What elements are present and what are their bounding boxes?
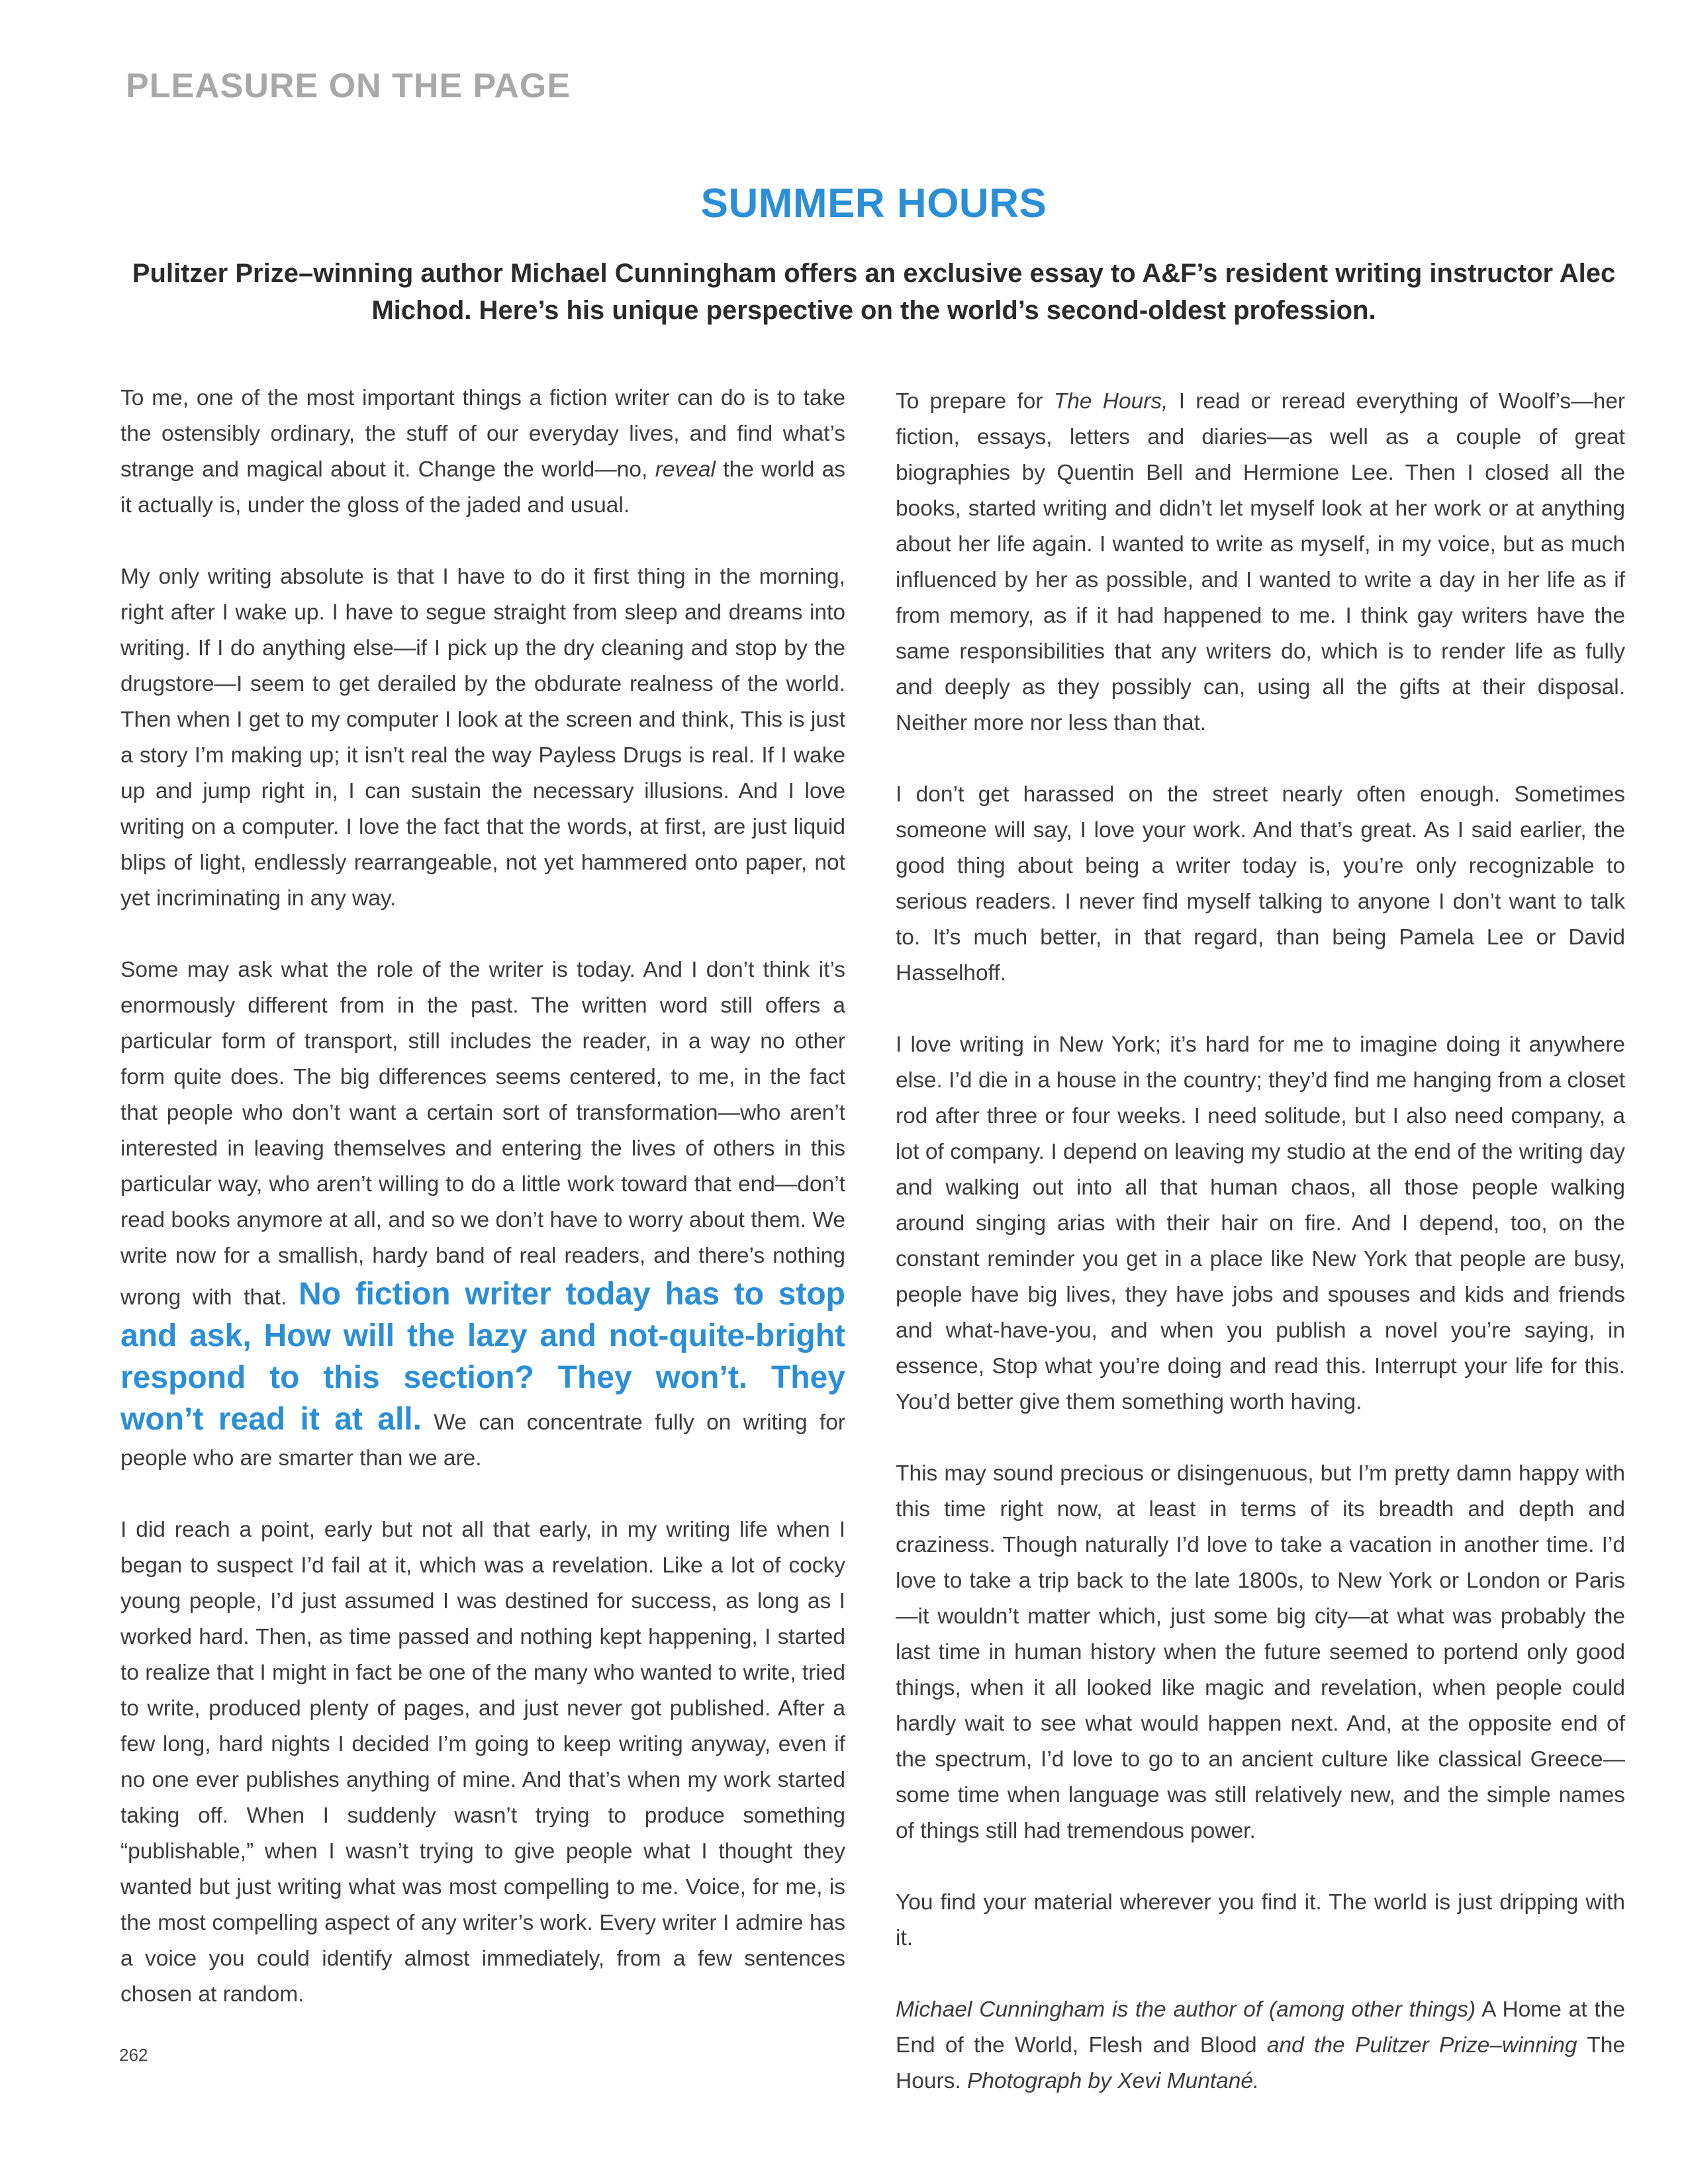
photo-credit: Photograph by Xevi Muntané. <box>966 2069 1260 2093</box>
paragraph: You find your material wherever you find it. The world is just dripping with it. <box>896 1890 1625 1950</box>
paragraph-text: Some may ask what the role of the writer is today. And I don’t think it’s enormously different from in the past. The written word still offers a particular form of transport, still includes the reader, in a way no other form quite does. The big differences seems centered, to me, in the fact that people who don’t want a certain sort of transformation—who aren’t interested in leaving themselves and entering the lives of others in this particular way, who aren’t willing to do a little work toward that end—don’t read books anymore at all, and so we don’t have to worry about them. We write now for a smallish, hardy band of real readers, and there’s nothing wrong with that. <box>120 958 845 1310</box>
emphasis-text: The Hours, <box>1053 389 1168 414</box>
paragraph-text: To prepare for <box>896 389 1054 414</box>
paragraph <box>120 381 845 523</box>
paragraph-text: I read or reread everything of Woolf’s—her fiction, essays, letters and diaries—as well as a couple of great biographies by Quentin Bell and Hermione Lee. Then I closed all the books, started writing and didn’t let myself look at her work or at anything about her life again. I wanted to write as myself, in my voice, but as much influenced by her as possible, and I wanted to write a day in her life as if from memory, as if it had happened to me. I think gay writers have the same responsibilities that any writers do, which is to render life as fully and deeply as they possibly can, using all the gifts at their disposal. Neither more nor less than that. <box>896 389 1625 735</box>
right-column <box>896 384 1625 2135</box>
article-dek: Pulitzer Prize–winning author Michael Cunningham offers an exclusive essay to A&F’s resident writing instructor Alec Michod. Here’s his unique perspective on the world’s second-oldest profession. <box>132 259 1616 325</box>
paragraph-text: We can concentrate fully on writing for people who are smarter than we are. <box>120 1410 846 1471</box>
paragraph: I don’t get harassed on the street nearly often enough. Sometimes someone will say, I love your work. And that’s great. As I said earlier, the good thing about being a writer today is, you’re only recognizable to serious readers. I never find myself talking to anyone I don’t want to talk to. It’s much better, in that regard, than being Pamela Lee or David Hasselhoff. <box>896 782 1625 985</box>
paragraph <box>896 384 1625 741</box>
byline-roman: A Home at the End of the World, Flesh and Blood <box>896 1997 1625 2058</box>
article-title: SUMMER HOURS <box>700 181 1047 226</box>
paragraph-text: the world as it actually is, under the gloss of the jaded and usual. <box>120 457 845 518</box>
emphasis-text: reveal <box>655 457 716 482</box>
paragraph: I love writing in New York; it’s hard for me to imagine doing it anywhere else. I’d die in a house in the country; they’d find me hanging from a closet rod after three or four weeks. I need solitude, but I also need company, a lot of company. I depend on leaving my studio at the end of the writing day and walking out into all that human chaos, all those people walking around singing arias with their hair on fire. And I depend, too, on the constant reminder you get in a place like New York that people are busy, people have big lives, they have jobs and spouses and kids and friends and what-have-you, and when you publish a novel you’re saying, in essence, Stop what you’re doing and read this. Interrupt your life for this. You’d better give them something worth having. <box>896 1032 1625 1414</box>
paragraph: I did reach a point, early but not all that early, in my writing life when I began to suspect I’d fail at it, which was a revelation. Like a lot of cocky young people, I’d just assumed I was destined for success, as long as I worked hard. Then, as time passed and nothing kept happening, I started to realize that I might in fact be one of the many who wanted to write, tried to write, produced plenty of pages, and just never got published. After a few long, hard nights I decided I’m going to keep writing anyway, even if no one ever publishes anything of mine. And that’s when my work started taking off. When I suddenly wasn’t trying to produce something “publishable,” when I wasn’t trying to give people what I thought they wanted but just writing what was most compelling to me. Voice, for me, is the most compelling aspect of any writer’s work. Every writer I admire has a voice you could identify almost immediately, from a few sentences chosen at random. <box>120 1518 845 2007</box>
byline-italic: and the Pulitzer Prize–winning <box>1266 2033 1577 2058</box>
pull-quote: No fiction writer today has to stop and ask, How will the lazy and not-quite-bright respond to this section? They won’t. They won’t read it at all. <box>120 1277 846 1437</box>
paragraph: My only writing absolute is that I have to do it first thing in the morning, right after I wake up. I have to segue straight from sleep and dreams into writing. If I do anything else—if I pick up the dry cleaning and stop by the drugstore—I seem to get derailed by the obdurate realness of the world. Then when I get to my computer I look at the screen and think, This is just a story I’m making up; it isn’t real the way Payless Drugs is real. If I wake up and jump right in, I can sustain the necessary illusions. And I love writing on a computer. I love the fact that the words, at first, are just liquid blips of light, endlessly rearrangeable, not yet hammered onto paper, not yet incriminating in any way. <box>120 565 845 911</box>
running-head: PLEASURE ON THE PAGE <box>126 67 571 105</box>
paragraph-text: To me, one of the most important things a fiction writer can do is to take the ostensibly ordinary, the stuff of our everyday lives, and find what’s strange and magical about it. Change the world—no, <box>120 386 845 482</box>
byline-italic: Michael Cunningham is the author of (among other things) <box>896 1997 1476 2022</box>
paragraph <box>120 952 845 1477</box>
left-column <box>120 381 845 2048</box>
author-byline <box>896 1992 1625 2099</box>
paragraph: This may sound precious or disingenuous, but I’m pretty damn happy with this time right now, at least in terms of its breadth and depth and craziness. Though naturally I’d love to take a vacation in another time. I’d love to take a trip back to the late 1800s, to New York or London or Paris—it wouldn’t matter which, just some big city—at what was probably the last time in human history when the future seemed to portend only good things, when it all looked like magic and revelation, when people could hardly wait to see what would happen next. And, at the opposite end of the spectrum, I’d love to go to an ancient culture like classical Greece—some time when language was still relatively new, and the simple names of things still had tremendous power. <box>896 1461 1625 1843</box>
page-number: 262 <box>119 2045 148 2065</box>
byline-roman: The Hours. <box>896 2033 1625 2093</box>
